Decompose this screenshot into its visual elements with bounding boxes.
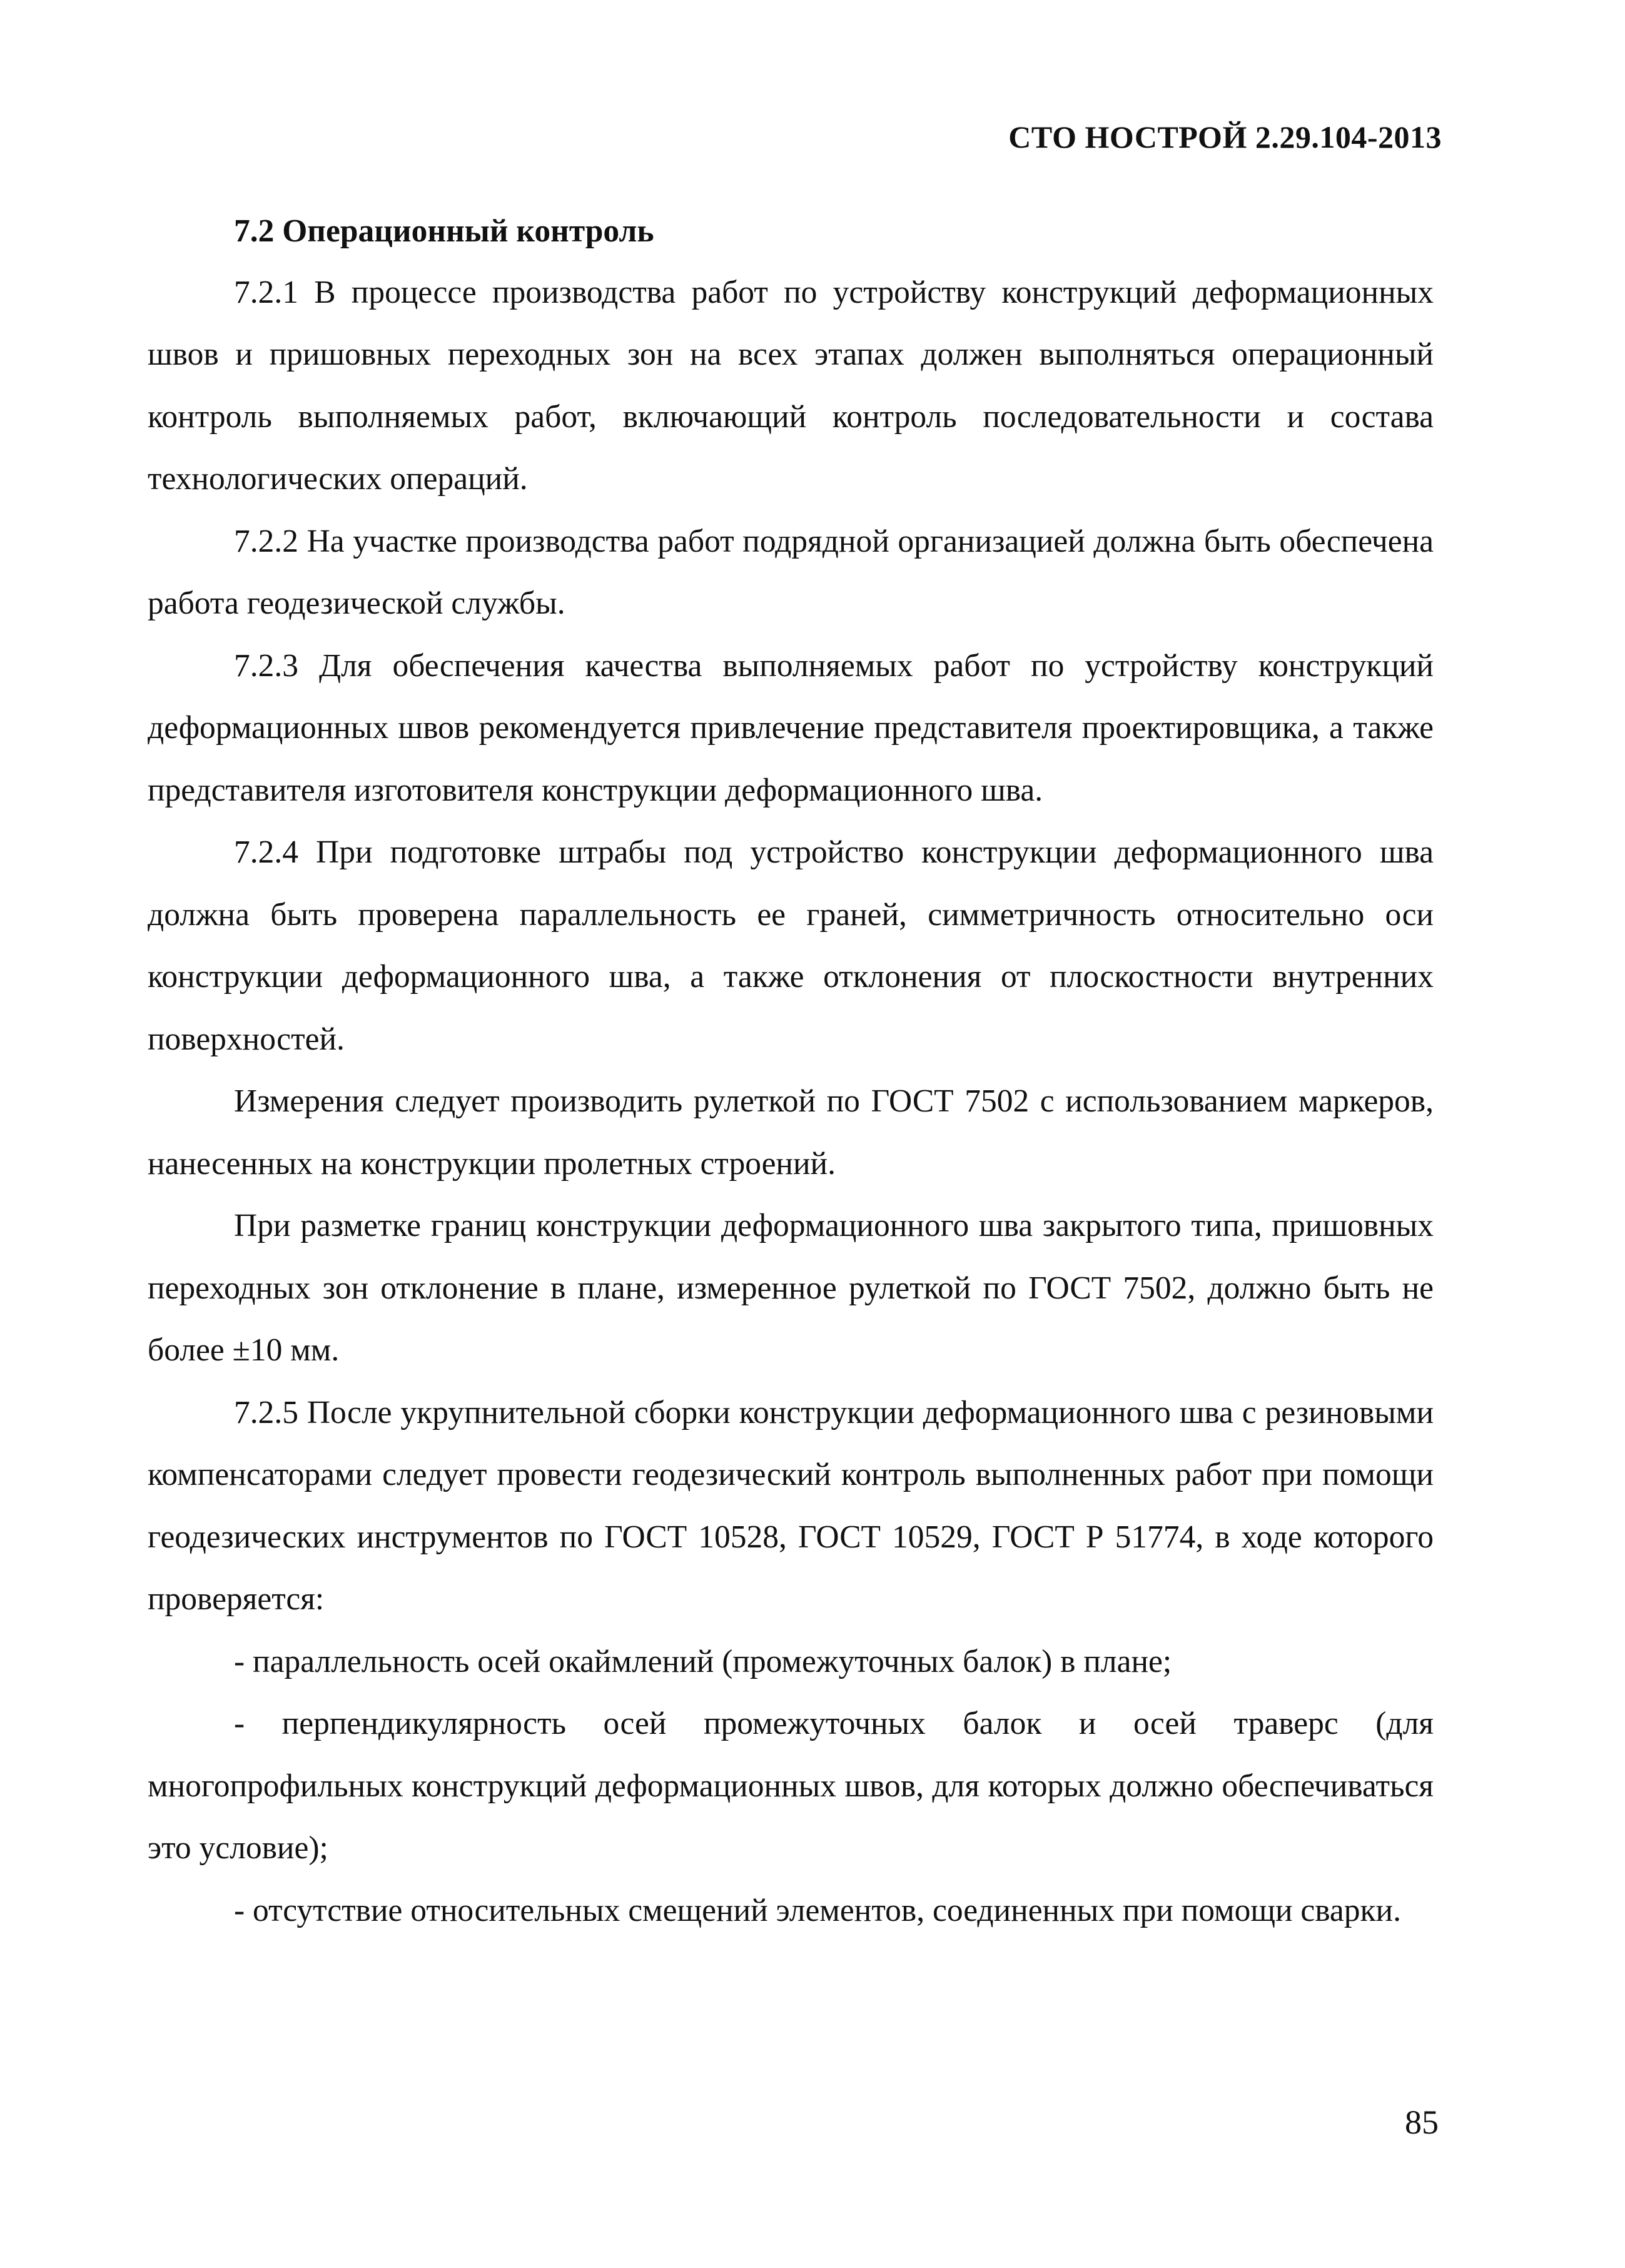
document-body (148, 200, 1434, 1941)
list-item-parallelism: - параллельность осей окаймлений (промежуточных балок) в плане; (234, 1643, 1172, 1679)
list-item-perpendicularity: - перпендикулярность осей промежуточных балок и осей траверс (для многопрофильных конструкций деформационных швов, для которых должно обеспечиваться это условие); (148, 1706, 1434, 1866)
document-code-header: СТО НОСТРОЙ 2.29.104-2013 (1008, 119, 1442, 154)
page-number: 85 (1405, 2103, 1439, 2141)
paragraph-7-2-1: 7.2.1 В процессе производства работ по устройству конструкций деформационных швов и пришовных переходных зон на всех этапах должен выполняться операционный контроль выполняемых работ, включающий контроль последовательности и состава технологических операций. (148, 274, 1434, 497)
paragraph-7-2-2: 7.2.2 На участке производства работ подрядной организацией должна быть обеспечена работа геодезической службы. (148, 523, 1434, 621)
paragraph-marking: При разметке границ конструкции деформационного шва закрытого типа, пришовных переходных зон отклонение в плане, измеренное рулеткой по ГОСТ 7502, должно быть не более ±10 мм. (148, 1208, 1434, 1368)
paragraph-7-2-5: 7.2.5 После укрупнительной сборки конструкции деформационного шва с резиновыми компенсаторами следует провести геодезический контроль выполненных работ при помощи геодезических инструментов по ГОСТ 10528, ГОСТ 10529, ГОСТ Р 51774, в ходе которого проверяется: (148, 1394, 1434, 1617)
paragraph-7-2-3: 7.2.3 Для обеспечения качества выполняемых работ по устройству конструкций деформационных швов рекомендуется привлечение представителя проектировщика, а также представителя изготовителя конструкции деформационного шва. (148, 647, 1434, 808)
section-title: 7.2 Операционный контроль (234, 213, 654, 249)
list-item-displacements: - отсутствие относительных смещений элементов, соединенных при помощи сварки. (234, 1892, 1401, 1928)
paragraph-7-2-4: 7.2.4 При подготовке штрабы под устройство конструкции деформационного шва должна быть проверена параллельность ее граней, симметричность относительно оси конструкции деформационного шва, а также отклонения от плоскостности внутренних поверхностей. (148, 834, 1434, 1057)
paragraph-measurements: Измерения следует производить рулеткой по ГОСТ 7502 с использованием маркеров, нанесенных на конструкции пролетных строений. (148, 1083, 1434, 1182)
